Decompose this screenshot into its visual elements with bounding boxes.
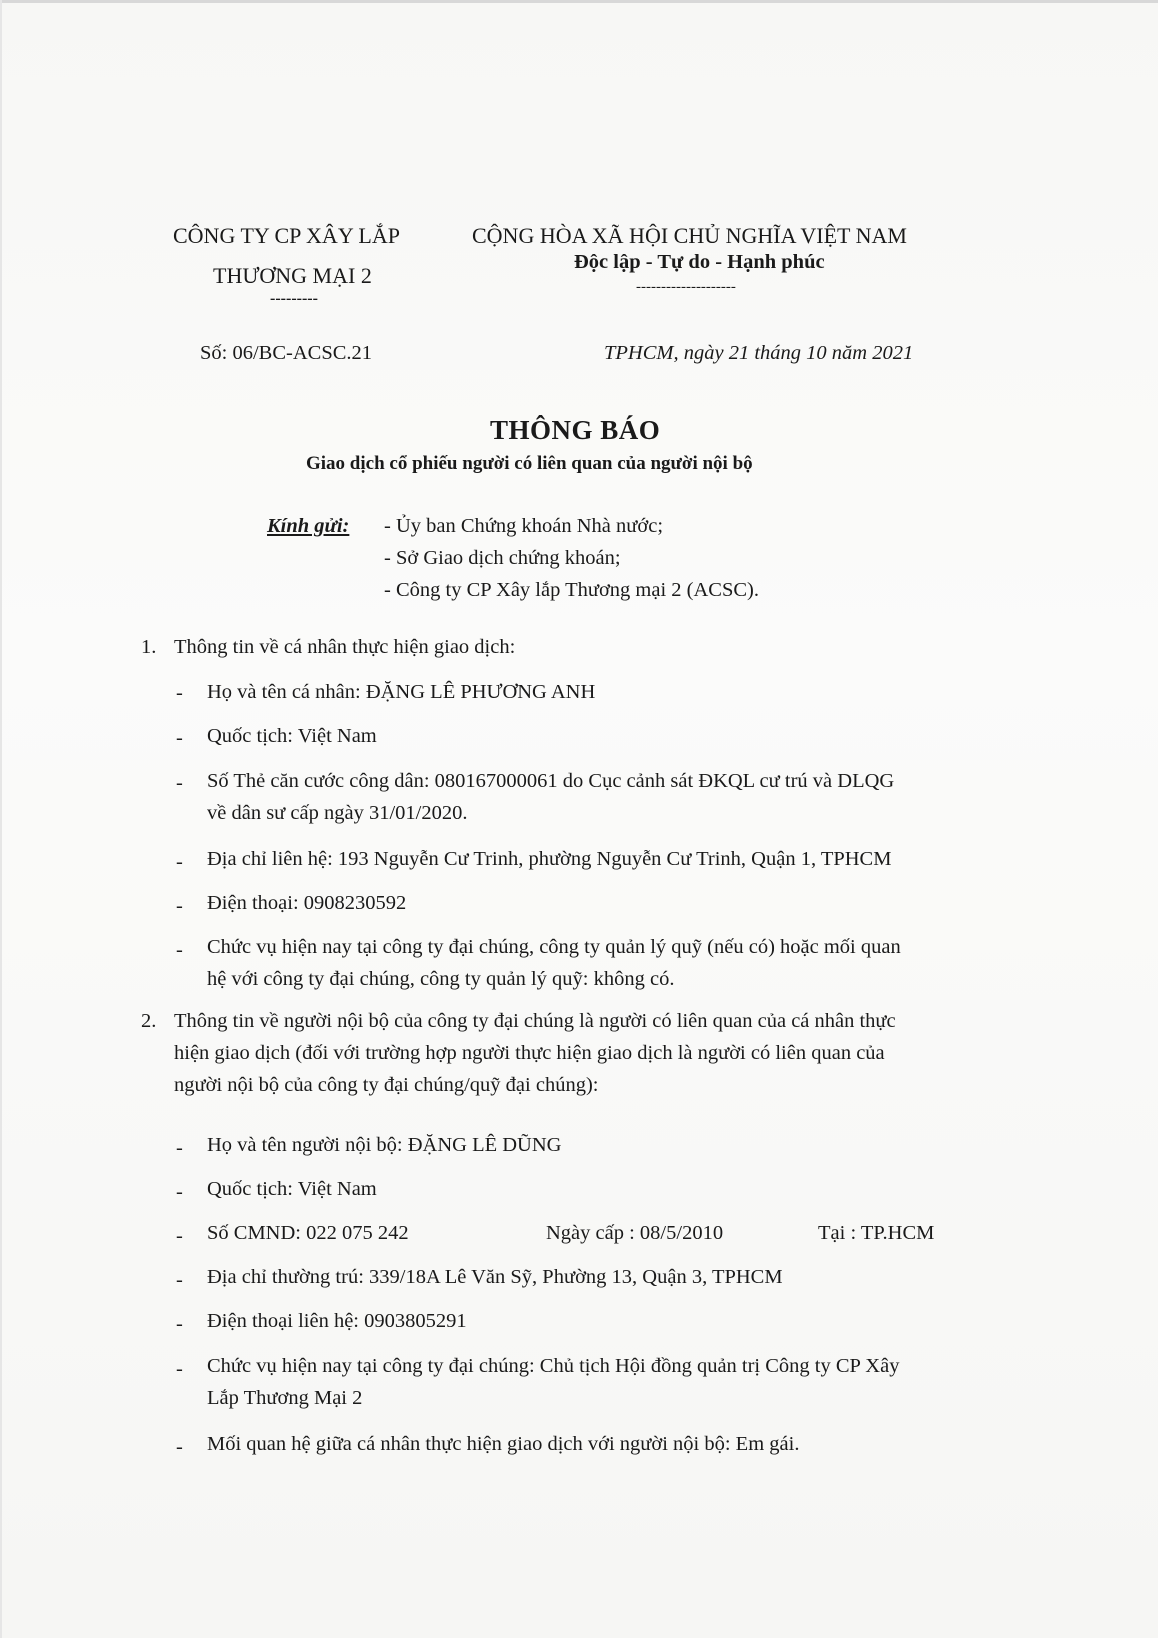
bullet-dash: -: [176, 1358, 183, 1380]
section1-number: 1.: [141, 636, 157, 658]
insider-name: Họ và tên người nội bộ: ĐẶNG LÊ DŨNG: [207, 1134, 562, 1156]
person-nationality: Quốc tịch: Việt Nam: [207, 725, 377, 747]
bullet-dash: -: [176, 851, 183, 873]
national-motto: Độc lập - Tự do - Hạnh phúc: [574, 251, 825, 273]
person-address: Địa chỉ liên hệ: 193 Nguyễn Cư Trinh, phường Nguyễn Cư Trinh, Quận 1, TPHCM: [207, 848, 892, 870]
bullet-dash: -: [176, 1225, 183, 1247]
bullet-dash: -: [176, 1313, 183, 1335]
person-id-line2: về dân sư cấp ngày 31/01/2020.: [207, 802, 468, 824]
insider-id-number: Số CMND: 022 075 242: [207, 1222, 409, 1244]
company-name-line1: CÔNG TY CP XÂY LẮP: [173, 223, 400, 248]
person-id-line1: Số Thẻ căn cước công dân: 080167000061 do Cục cảnh sát ĐKQL cư trú và DLQG: [207, 770, 895, 792]
section2-heading-line1: Thông tin về người nội bộ của công ty đại chúng là người có liên quan của cá nhân thực: [174, 1010, 896, 1032]
place-and-date: TPHCM, ngày 21 tháng 10 năm 2021: [604, 342, 914, 364]
recipient-item: - Ủy ban Chứng khoán Nhà nước;: [384, 515, 664, 537]
insider-phone: Điện thoại liên hệ: 0903805291: [207, 1310, 467, 1332]
bullet-dash: -: [176, 1436, 183, 1458]
bullet-dash: -: [176, 682, 183, 704]
bullet-dash: -: [176, 772, 183, 794]
recipient-item: - Sở Giao dịch chứng khoán;: [384, 547, 621, 569]
person-name-label: Họ và tên cá nhân:: [207, 681, 366, 703]
bullet-dash: -: [176, 939, 183, 961]
insider-address: Địa chỉ thường trú: 339/18A Lê Văn Sỹ, Phường 13, Quận 3, TPHCM: [207, 1266, 783, 1288]
insider-position-line2: Lắp Thương Mại 2: [207, 1387, 363, 1409]
insider-position-line1: Chức vụ hiện nay tại công ty đại chúng: Chủ tịch Hội đồng quản trị Công ty CP Xây: [207, 1355, 900, 1377]
notice-title: THÔNG BÁO: [490, 415, 661, 445]
document-number: Số: 06/BC-ACSC.21: [200, 342, 373, 364]
bullet-dash: -: [176, 1181, 183, 1203]
section2-heading-line3: người nội bộ của công ty đại chúng/quỹ đại chúng):: [174, 1074, 599, 1096]
insider-nationality: Quốc tịch: Việt Nam: [207, 1178, 377, 1200]
company-name-line2: THƯƠNG MẠI 2: [213, 263, 372, 288]
section1-heading: Thông tin về cá nhân thực hiện giao dịch:: [174, 636, 516, 658]
bullet-dash: -: [176, 727, 183, 749]
bullet-dash: -: [176, 1269, 183, 1291]
insider-id-issue-date: Ngày cấp : 08/5/2010: [546, 1222, 724, 1244]
bullet-dash: -: [176, 895, 183, 917]
person-position-line1: Chức vụ hiện nay tại công ty đại chúng, công ty quản lý quỹ (nếu có) hoặc mối quan: [207, 936, 901, 958]
person-name-value: ĐẶNG LÊ PHƯƠNG ANH: [365, 681, 596, 703]
insider-relationship: Mối quan hệ giữa cá nhân thực hiện giao dịch với người nội bộ: Em gái.: [207, 1433, 800, 1455]
notice-subtitle: Giao dịch cổ phiếu người có liên quan của người nội bộ: [306, 453, 753, 474]
person-position-line2: hệ với công ty đại chúng, công ty quản lý quỹ: không có.: [207, 968, 675, 990]
section2-heading-line2: hiện giao dịch (đối với trường hợp người thực hiện giao dịch là người có liên quan của: [174, 1042, 885, 1064]
recipient-item: - Công ty CP Xây lắp Thương mại 2 (ACSC).: [384, 579, 760, 601]
scan-left-edge: [0, 0, 2, 1638]
section2-number: 2.: [141, 1010, 157, 1032]
person-phone: Điện thoại: 0908230592: [207, 892, 407, 914]
motto-underline: --------------------: [636, 279, 736, 295]
scan-top-edge: [0, 0, 1158, 3]
recipients-label: Kính gửi:: [267, 515, 350, 537]
republic-heading: CỘNG HÒA XÃ HỘI CHỦ NGHĨA VIỆT NAM: [472, 223, 907, 248]
insider-id-issue-place: Tại : TP.HCM: [818, 1222, 935, 1244]
person-name-field: [207, 676, 595, 708]
bullet-dash: -: [176, 1137, 183, 1159]
company-underline: ---------: [270, 290, 318, 307]
